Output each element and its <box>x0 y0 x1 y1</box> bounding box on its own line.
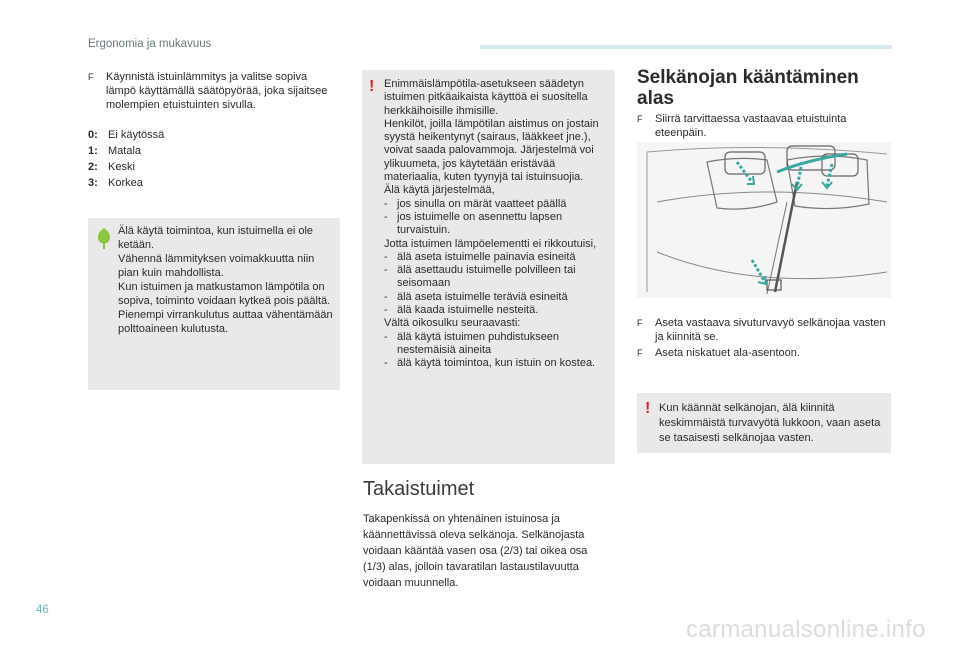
eco-tip-text: Älä käytä toimintoa, kun istuimella ei ole ketään. Vähennä lämmityksen voimakkuutta niin pian kuin mahdollista. Kun istuimen ja matkustamon lämpötila on sopiva, toiminto voidaan kytkeä pois päältä. Pienempi virrankulutus auttaa vähentämään polttoaineen kulutusta. <box>118 225 333 335</box>
step-2: F Aseta vastaava sivuturvavyö selkänojaa vasten ja kiinnitä se. <box>637 317 886 343</box>
page-number: 46 <box>36 604 49 616</box>
level-row: 2: Keski <box>88 161 135 173</box>
bullet-marker: F <box>637 348 643 358</box>
bullet-marker: F <box>637 318 643 328</box>
step-1: F Siirrä tarvittaessa vastaavaa etuistuinta eteenpäin. <box>637 113 847 139</box>
rear-seat-illustration <box>637 142 891 298</box>
level-row: 1: Matala <box>88 145 142 157</box>
warning-box <box>362 70 615 464</box>
leaf-icon <box>94 226 114 250</box>
exclamation-icon: ! <box>369 78 375 95</box>
section-header: Ergonomia ja mukavuus <box>88 38 212 50</box>
level-row: 3: Korkea <box>88 177 143 189</box>
backrest-warning-box <box>637 393 891 453</box>
rear-seats-text: Takapenkissä on yhtenäinen istuinosa ja käännettävissä oleva selkänoja. Selkänojasta voidaan kääntää vasen osa (2/3) tai oikea osa (1/3) alas, jolloin tavaratilan lastaustilavuutta voidaan muunnella. <box>363 513 588 589</box>
backrest-warning-text: Kun käännät selkänojan, älä kiinnitä keskimmäistä turvavyötä lukkoon, vaan aseta se tasaisesti selkänojaa vasten. <box>659 402 881 444</box>
backrest-heading: Selkänojan kääntäminen alas <box>637 67 859 109</box>
instruction-text: Käynnistä istuinlämmitys ja valitse sopiva lämpö käyttämällä säätöpyörää, joka sijaitsee molempien etuistuinten sivulla. <box>106 71 328 111</box>
header-divider <box>480 45 892 49</box>
bullet-marker: F <box>88 72 94 82</box>
warning-text: Enimmäislämpötila-asetukseen säädetyn istuimen pitkäaikaista käyttöä ei suositella herkkäihoisille ihmisille. Henkilöt, joilla lämpötilan aistimus on jostain syystä heikentynyt (sairaus, lääkkeet jne.), voivat saada palovammoja. Järjestelmä voi ylikuumeta, jos käytetään eristävää materiaalia, kuten tyynyjä tai istuinsuojia. Älä käytä järjestelmää, - jos sinulla on märät vaatteet päällä - jos istuimelle on asennettu lapsen turvaistuin. Jotta istuimen lämpöelementti ei rikkoutuisi, - älä aseta istuimelle painavia esineitä - älä asettaudu istuimelle polvilleen tai seisomaan - älä aseta istuimelle teräviä esineitä - älä kaada istuimelle nesteitä. Vältä oikosulku seuraavasti: - älä käytä istuimen puhdistukseen nestemäisiä aineita - älä käytä toimintoa, kun istuin on kostea. <box>384 78 599 370</box>
instruction-block <box>88 70 333 112</box>
level-row: 0: Ei käytössä <box>88 129 165 141</box>
step-3: F Aseta niskatuet ala-asentoon. <box>637 347 800 359</box>
eco-tip-box <box>88 218 340 390</box>
footer-watermark: carmanualsonline.info <box>686 616 926 643</box>
exclamation-icon: ! <box>645 400 651 417</box>
rear-seats-heading: Takaistuimet <box>363 478 475 500</box>
heating-levels <box>88 128 288 190</box>
bullet-marker: F <box>637 114 643 124</box>
